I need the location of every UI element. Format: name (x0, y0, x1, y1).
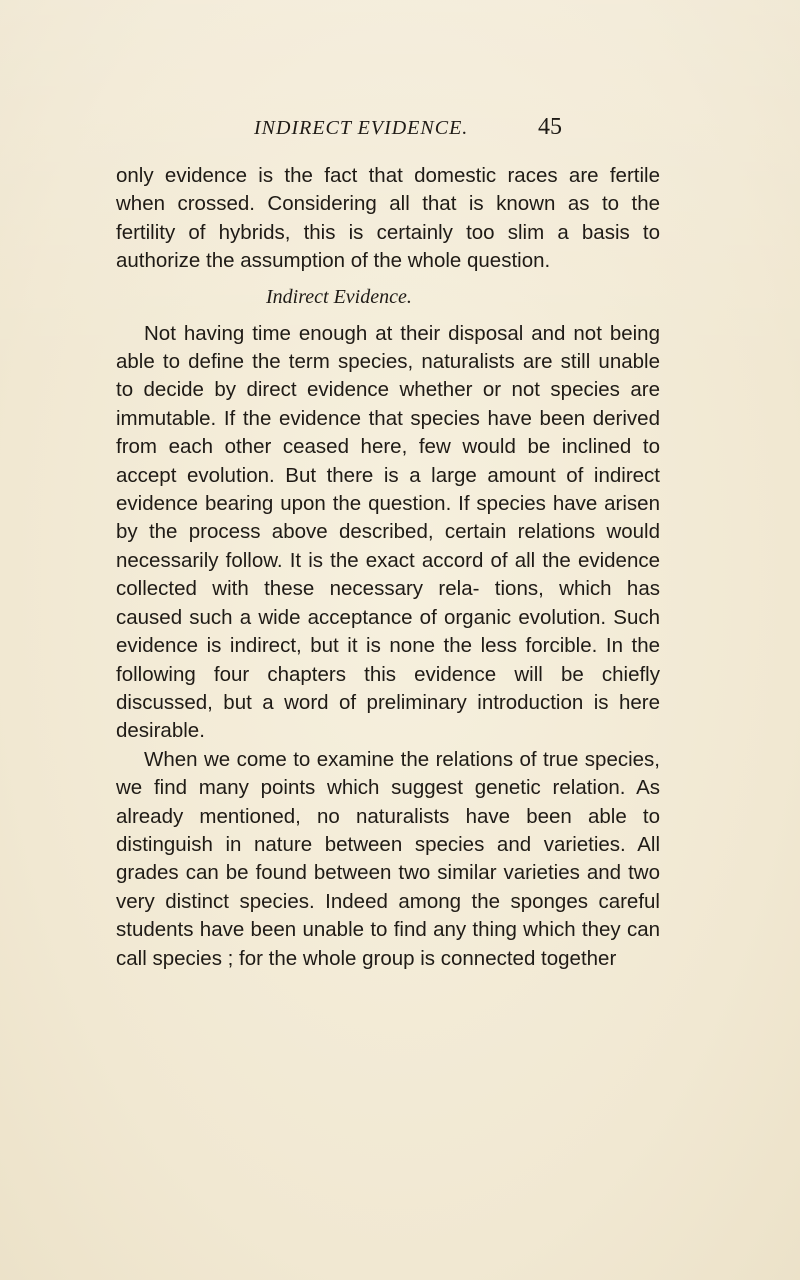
body-text (116, 162, 660, 973)
paragraph-1: only evidence is the fact that domestic races are fertile when crossed. Considering all that is known as to the fertility of hybrids, this is certainly too slim a basis to authorize the assumption of the whole question. (116, 164, 660, 273)
paragraph-2: Not having time enough at their disposal and not being able to define the term species, naturalists are still unable to decide by direct evidence whether or not species are immutable. If the evidence that species have been derived from each other ceased here, few would be inclined to accept evolution. But there is a large amount of indirect evidence bearing upon the question. If species have arisen by the process above described, certain relations would necessarily follow. It is the exact accord of all the evidence collected with these necessary rela- tions, which has caused such a wide acceptance of organic evolution. Such evidence is indirect, but it is none the less forcible. In the following four chapters this evidence will be chiefly discussed, but a word of preliminary introduction is here desirable. (116, 321, 660, 743)
running-head-title: INDIRECT EVIDENCE. (254, 117, 469, 139)
page-number: 45 (538, 114, 562, 140)
section-heading: Indirect Evidence. (266, 285, 412, 308)
paragraph-3: When we come to examine the relations of true species, we find many points which suggest genetic relation. As already mentioned, no naturalists have been able to distinguish in nature between species and varieties. All grades can be found between two similar varieties and two very distinct species. Indeed among the sponges careful students have been unable to find any thing which they can call species ; for the whole group is connected together (116, 747, 660, 970)
